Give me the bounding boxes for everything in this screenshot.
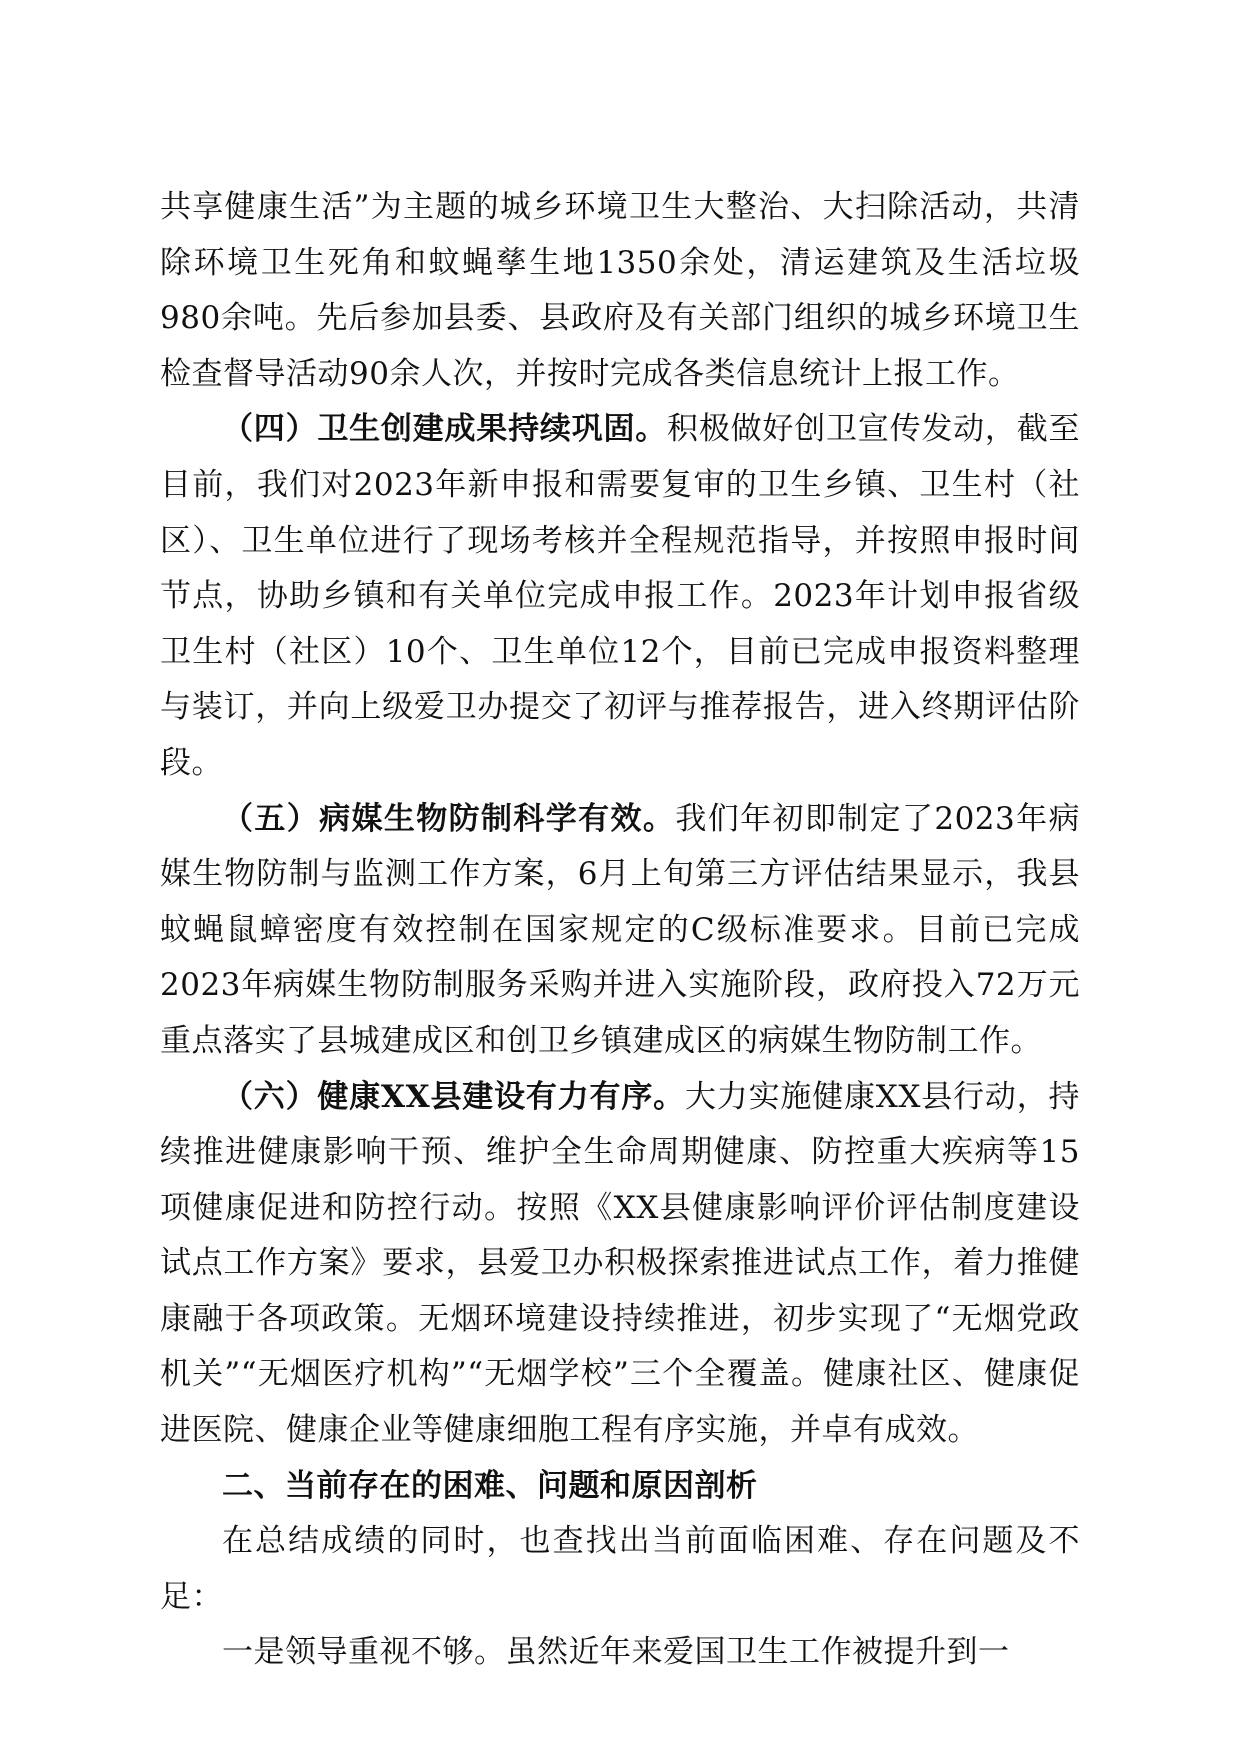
paragraph-problem-one: 一是领导重视不够。虽然近年来爱国卫生工作被提升到一 — [222, 1634, 1010, 1671]
section-body-vector-control: 我们年初即制定了2023年病媒生物防制与监测工作方案，6月上旬第三方评估结果显示，我县蚊蝇鼠蟑密度有效控制在国家规定的C级标准要求。目前已完成2023年病媒生物防制服务采购并进入实施阶段，政府投入72万元重点落实了县城建成区和创卫乡镇建成区的病媒生物防制工作。 — [160, 800, 1080, 1059]
section-health-creation — [160, 402, 1080, 791]
section-healthy-county — [160, 1070, 1080, 1459]
section-vector-control — [160, 792, 1080, 1070]
section-heading-healthy-county: （六）健康XX县建设有力有序。 — [222, 1078, 685, 1115]
section-body-healthy-county: 大力实施健康XX县行动，持续推进健康影响干预、维护全生命周期健康、防控重大疾病等15项健康促进和防控行动。按照《XX县健康影响评价评估制度建设试点工作方案》要求，县爱卫办积极探索推进试点工作，着力推健康融于各项政策。无烟环境建设持续推进，初步实现了“无烟党政机关”“无烟医疗机构”“无烟学校”三个全覆盖。健康社区、健康促进医院、健康企业等健康细胞工程有序实施，并卓有成效。 — [160, 1078, 1081, 1449]
section-heading-health-creation: （四）卫生创建成果持续巩固。 — [222, 411, 668, 448]
paragraph-problems-intro: 在总结成绩的同时，也查找出当前面临困难、存在问题及不足： — [160, 1523, 1080, 1615]
section-body-health-creation: 积极做好创卫宣传发动，截至目前，我们对2023年新申报和需要复审的卫生乡镇、卫生村（社区）、卫生单位进行了现场考核并全程规范指导，并按照申报时间节点，协助乡镇和有关单位完成申报工作。2023年计划申报省级卫生村（社区）10个、卫生单位12个，目前已完成申报资料整理与装订，并向上级爱卫办提交了初评与推荐报告，进入终期评估阶段。 — [160, 411, 1081, 781]
paragraph-environment-cleanup: 共享健康生活”为主题的城乡环境卫生大整治、大扫除活动，共清除环境卫生死角和蚊蝇孳生地1350余处，清运建筑及生活垃圾980余吨。先后参加县委、县政府及有关部门组织的城乡环境卫生检查督导活动90余人次，并按时完成各类信息统计上报工作。 — [160, 189, 1080, 392]
section-heading-vector-control: （五）病媒生物防制科学有效。 — [222, 800, 676, 837]
chapter-heading-problems: 二、当前存在的困难、问题和原因剖析 — [222, 1467, 758, 1504]
document-page — [160, 180, 1080, 1681]
